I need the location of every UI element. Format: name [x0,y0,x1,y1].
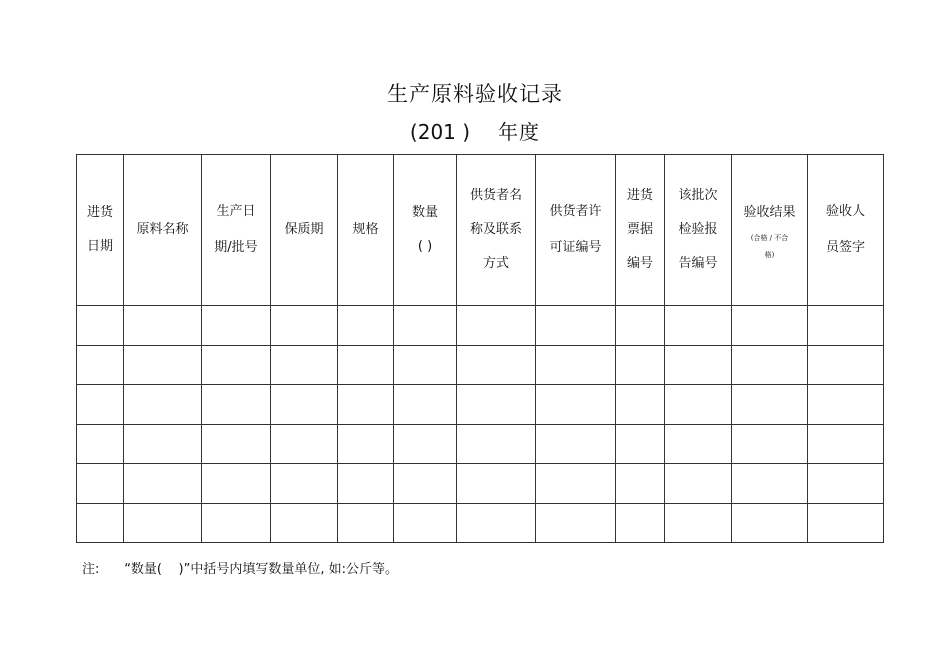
table-cell[interactable] [808,503,884,543]
header-text: 供货者名 [469,188,522,203]
table-cell[interactable] [665,424,732,464]
header-supplier-name-contact [457,155,536,306]
table-cell[interactable] [202,464,271,504]
table-cell[interactable] [271,385,338,425]
header-invoice-number [616,155,665,306]
table-cell[interactable] [808,464,884,504]
table-cell[interactable] [616,464,665,504]
header-text: 生产日 [216,204,256,219]
table-cell[interactable] [457,345,536,385]
table-row [77,385,884,425]
table-row [77,345,884,385]
table-cell[interactable] [124,306,202,346]
header-text: 数量 [411,205,438,220]
table-cell[interactable] [202,306,271,346]
header-text: 规格 [352,222,379,237]
table-cell[interactable] [394,345,457,385]
acceptance-record-table [76,154,884,543]
header-acceptance-result [732,155,808,306]
table-cell[interactable] [271,306,338,346]
table-cell[interactable] [732,424,808,464]
table-cell[interactable] [665,385,732,425]
table-cell[interactable] [77,503,124,543]
header-text: 员签字 [825,240,865,255]
header-text: 供货者许 [549,204,602,219]
footnote-text: “数量( )”中括号内填写数量单位, 如:公斤等。 [124,562,398,577]
table-cell[interactable] [202,424,271,464]
table-cell[interactable] [457,306,536,346]
table-cell[interactable] [394,306,457,346]
table-cell[interactable] [77,345,124,385]
footnote-label: 注: [82,562,100,577]
header-text: 可证编号 [549,240,602,255]
table-cell[interactable] [808,385,884,425]
header-text: 验收结果 [743,205,796,220]
table-cell[interactable] [271,424,338,464]
table-cell[interactable] [338,385,394,425]
header-text: 检验报 [678,222,718,237]
header-text: 告编号 [678,256,718,271]
table-cell[interactable] [457,503,536,543]
table-row [77,503,884,543]
table-cell[interactable] [732,464,808,504]
table-cell[interactable] [732,345,808,385]
table-cell[interactable] [271,503,338,543]
header-text: ( ) [417,239,433,254]
table-cell[interactable] [202,345,271,385]
header-quantity [394,155,457,306]
table-cell[interactable] [394,503,457,543]
table-cell[interactable] [394,424,457,464]
header-text: 验收人 [825,204,865,219]
table-cell[interactable] [457,385,536,425]
table-cell[interactable] [616,385,665,425]
table-cell[interactable] [77,464,124,504]
header-purchase-date [77,155,124,306]
table-cell[interactable] [124,464,202,504]
header-production-date-batch [202,155,271,306]
table-cell[interactable] [536,424,616,464]
table-cell[interactable] [732,503,808,543]
table-header [77,155,884,306]
table-cell[interactable] [124,345,202,385]
year-line [0,118,950,146]
table-cell[interactable] [77,385,124,425]
table-cell[interactable] [271,464,338,504]
table-cell[interactable] [616,306,665,346]
table-cell[interactable] [808,306,884,346]
table-row [77,306,884,346]
table-cell[interactable] [338,503,394,543]
header-text: 期/批号 [214,240,258,255]
header-text: 该批次 [678,188,718,203]
header-text: 方式 [482,256,509,271]
table-body [77,306,884,543]
year-label: 年度 [498,120,541,144]
table-cell[interactable] [338,306,394,346]
table-row [77,424,884,464]
table-cell[interactable] [124,503,202,543]
table-cell[interactable] [124,424,202,464]
table-cell[interactable] [665,306,732,346]
header-inspection-report-number [665,155,732,306]
header-text: 保质期 [284,222,324,237]
header-text: 进货 [626,188,653,203]
table-cell[interactable] [77,306,124,346]
table-cell[interactable] [202,503,271,543]
header-inspector-signature [808,155,884,306]
document-title: 生产原料验收记录 [387,82,563,106]
table-row [77,464,884,504]
footnote [82,560,398,580]
table-cell[interactable] [808,424,884,464]
table-cell[interactable] [271,345,338,385]
header-text: 编号 [626,256,653,271]
table-cell[interactable] [616,345,665,385]
table-cell[interactable] [124,385,202,425]
table-cell[interactable] [808,345,884,385]
table-cell[interactable] [665,503,732,543]
table-cell[interactable] [732,385,808,425]
table-cell[interactable] [732,306,808,346]
header-supplier-license-number [536,155,616,306]
table-cell[interactable] [338,424,394,464]
header-note: 格) [764,251,775,259]
year-placeholder: (201 ) [409,120,471,144]
header-specification [338,155,394,306]
header-shelf-life [271,155,338,306]
table-cell[interactable] [665,345,732,385]
table-cell[interactable] [338,345,394,385]
header-text: 原料名称 [136,222,189,237]
table-cell[interactable] [394,464,457,504]
header-note: (合格 / 不合 [750,234,789,242]
header-text: 进货 [86,205,113,220]
table-cell[interactable] [536,345,616,385]
table-cell[interactable] [665,464,732,504]
table-cell[interactable] [77,424,124,464]
table-cell[interactable] [536,306,616,346]
table-cell[interactable] [616,503,665,543]
table-cell[interactable] [616,424,665,464]
table-cell[interactable] [457,424,536,464]
header-text: 票据 [626,222,653,237]
table-cell[interactable] [457,464,536,504]
table-cell[interactable] [202,385,271,425]
header-text: 称及联系 [469,222,522,237]
table-cell[interactable] [338,464,394,504]
header-text: 日期 [86,239,113,254]
table-cell[interactable] [394,385,457,425]
header-row [77,155,884,306]
table-cell[interactable] [536,503,616,543]
table-cell[interactable] [536,464,616,504]
header-material-name [124,155,202,306]
table-cell[interactable] [536,385,616,425]
